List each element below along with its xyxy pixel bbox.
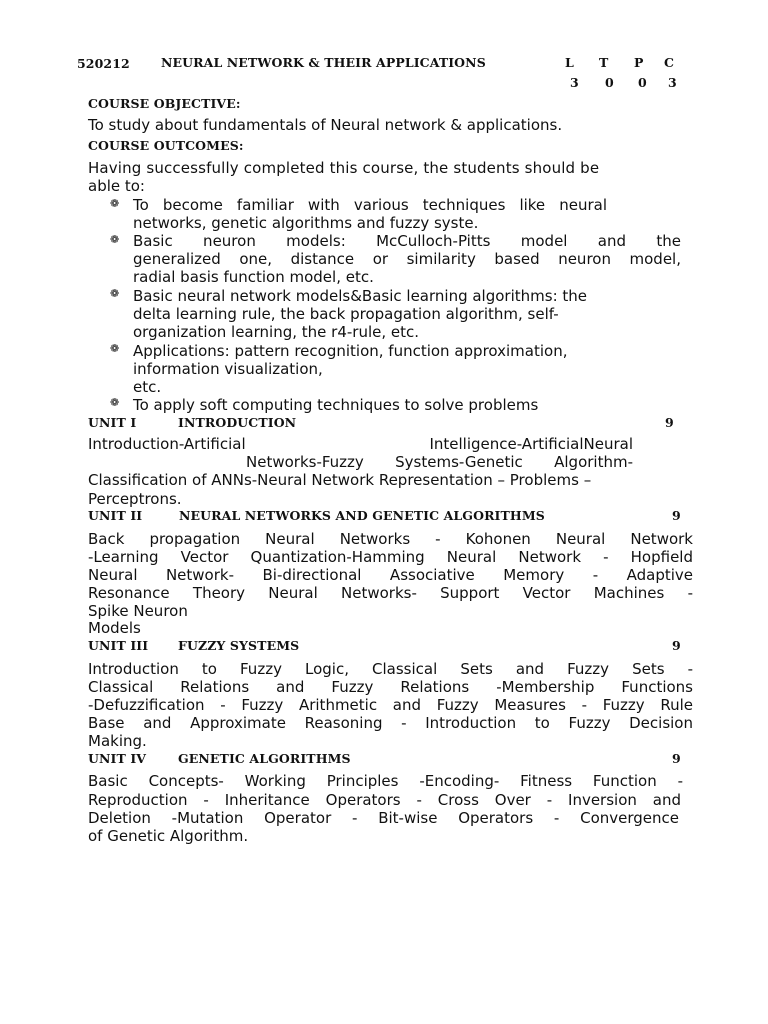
- unit-3-hours: 9: [672, 638, 681, 653]
- unit-3-line5: Making.: [88, 732, 147, 750]
- course-title: NEURAL NETWORK & THEIR APPLICATIONS: [161, 55, 486, 70]
- unit-1-line3: Classification of ANNs-Neural Network Representation – Problems –: [88, 471, 592, 489]
- ltpc-value-t: 0: [605, 75, 614, 90]
- outcome-2-line2: generalized one, distance or similarity based neuron model,: [133, 250, 681, 268]
- outcome-3-line2: delta learning rule, the back propagation algorithm, self-: [133, 305, 559, 323]
- objective-text: To study about fundamentals of Neural network & applications.: [88, 116, 563, 134]
- outcomes-heading: COURSE OUTCOMES:: [88, 138, 244, 153]
- outcomes-intro-line1: Having successfully completed this course, the students should be: [88, 159, 600, 177]
- outcome-3-line3: organization learning, the r4-rule, etc.: [133, 323, 420, 341]
- unit-2-line4: Resonance Theory Neural Networks- Support Vector Machines -: [88, 584, 693, 602]
- unit-4-hours: 9: [672, 751, 681, 766]
- outcome-1-line2: networks, genetic algorithms and fuzzy syste.: [133, 214, 479, 232]
- outcome-2-line1: Basic neuron models: McCulloch-Pitts model and the: [133, 232, 681, 250]
- ltpc-value-p: 0: [638, 75, 647, 90]
- unit-2-line6: Models: [88, 619, 141, 637]
- outcome-5-line1: To apply soft computing techniques to solve problems: [133, 396, 539, 414]
- unit-3-line2: Classical Relations and Fuzzy Relations -Membership Functions: [88, 678, 693, 696]
- ltpc-label-l: L: [565, 55, 574, 70]
- bullet-icon: ❁: [110, 342, 120, 355]
- unit-2-line1: Back propagation Neural Networks - Kohonen Neural Network: [88, 530, 693, 548]
- unit-3-label: UNIT III: [88, 638, 149, 653]
- unit-4-line2: Reproduction - Inheritance Operators - Cross Over - Inversion and: [88, 791, 681, 809]
- unit-1-title: INTRODUCTION: [178, 415, 297, 430]
- unit-4-line4: of Genetic Algorithm.: [88, 827, 249, 845]
- outcomes-intro-line2: able to:: [88, 177, 145, 195]
- outcome-4-line1: Applications: pattern recognition, function approximation,: [133, 342, 568, 360]
- unit-3-line3: -Defuzzification - Fuzzy Arithmetic and Fuzzy Measures - Fuzzy Rule: [88, 696, 693, 714]
- unit-3-line1: Introduction to Fuzzy Logic, Classical Sets and Fuzzy Sets -: [88, 660, 693, 678]
- outcome-3-line1: Basic neural network models&Basic learning algorithms: the: [133, 287, 588, 305]
- unit-1-line4: Perceptrons.: [88, 490, 182, 508]
- ltpc-label-c: C: [664, 55, 675, 70]
- unit-2-line3: Neural Network- Bi-directional Associative Memory - Adaptive: [88, 566, 693, 584]
- ltpc-label-t: T: [599, 55, 609, 70]
- outcome-4-line3: etc.: [133, 378, 162, 396]
- unit-1-hours: 9: [665, 415, 674, 430]
- unit-2-title: NEURAL NETWORKS AND GENETIC ALGORITHMS: [179, 508, 545, 523]
- unit-4-label: UNIT IV: [88, 751, 147, 766]
- outcome-4-line2: information visualization,: [133, 360, 323, 378]
- unit-1-label: UNIT I: [88, 415, 137, 430]
- objective-heading: COURSE OBJECTIVE:: [88, 96, 241, 111]
- ltpc-label-p: P: [634, 55, 644, 70]
- outcome-1-line1: To become familiar with various techniques like neural: [133, 196, 607, 214]
- unit-2-line5: Spike Neuron: [88, 602, 188, 620]
- unit-4-line1: Basic Concepts- Working Principles -Encoding- Fitness Function -: [88, 772, 683, 790]
- unit-4-line3: Deletion -Mutation Operator - Bit-wise Operators - Convergence: [88, 809, 679, 827]
- bullet-icon: ❁: [110, 233, 120, 246]
- course-code: 520212: [77, 56, 130, 71]
- ltpc-value-l: 3: [570, 75, 579, 90]
- unit-2-label: UNIT II: [88, 508, 143, 523]
- ltpc-value-c: 3: [668, 75, 677, 90]
- unit-1-line1: Introduction-Artificial Intelligence-ArtificialNeural: [88, 435, 633, 453]
- bullet-icon: ❁: [110, 197, 120, 210]
- unit-4-title: GENETIC ALGORITHMS: [178, 751, 351, 766]
- unit-2-line2: -Learning Vector Quantization-Hamming Neural Network - Hopfield: [88, 548, 693, 566]
- unit-3-title: FUZZY SYSTEMS: [178, 638, 300, 653]
- bullet-icon: ❁: [110, 287, 120, 300]
- unit-2-hours: 9: [672, 508, 681, 523]
- outcome-2-line3: radial basis function model, etc.: [133, 268, 374, 286]
- bullet-icon: ❁: [110, 396, 120, 409]
- unit-1-line2: Networks-Fuzzy Systems-Genetic Algorithm-: [246, 453, 633, 471]
- unit-3-line4: Base and Approximate Reasoning - Introduction to Fuzzy Decision: [88, 714, 693, 732]
